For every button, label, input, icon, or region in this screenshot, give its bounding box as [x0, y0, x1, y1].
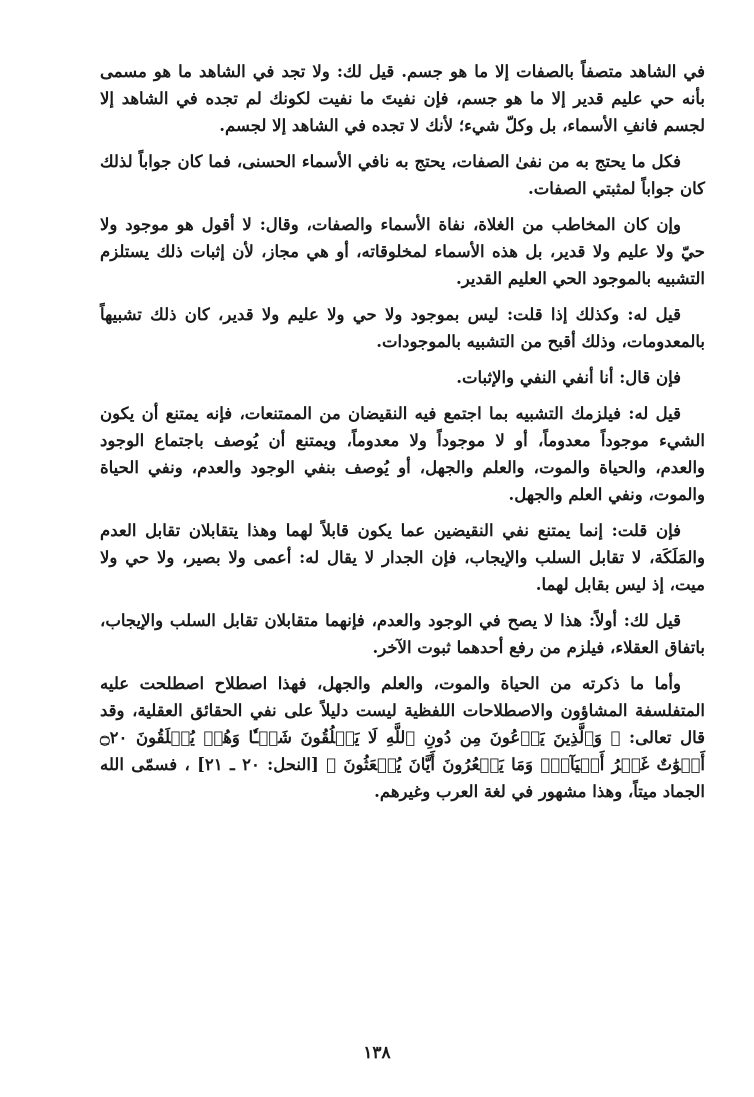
- paragraph-6: قيل له: فيلزمك التشبيه بما اجتمع فيه النقيضان من الممتنعات، فإنه يمتنع أن يكون الشيء موجوداً معدوماً، أو لا موجوداً ولا معدوماً، ويمتنع أن يُوصف باجتماع الوجود والعدم، والحياة والموت، والعلم والجهل، أو يُوصف بنفي الوجود والعدم، ونفي الحياة والموت، ونفي العلم والجهل.: [100, 404, 705, 504]
- paragraph-2: فكل ما يحتج به من نفىٰ الصفات، يحتج به نافي الأسماء الحسنى، فما كان جواباً لذلك كان جواباً لمثبتي الصفات.: [100, 152, 705, 198]
- paragraph-1: في الشاهد متصفاً بالصفات إلا ما هو جسم. قيل لك: ولا تجد في الشاهد ما هو مسمى بأنه حي عليم قدير إلا ما هو جسم، فإن نفيتَ ما نفيت لكونك لم تجده في الشاهد إلا لجسم فانفِ الأسماء، بل وكلّ شيء؛ لأنك لا تجده في الشاهد إلا لجسم.: [100, 62, 705, 135]
- page-body: [100, 58, 705, 805]
- page-number: ١٣٨: [363, 1043, 391, 1063]
- paragraph-3: وإن كان المخاطب من الغلاة، نفاة الأسماء والصفات، وقال: لا أقول هو موجود ولا حيّ ولا عليم ولا قدير، بل هذه الأسماء لمخلوقاته، أو هي مجاز، لأن إثبات ذلك يستلزم التشبيه بالموجود الحي العليم القدير.: [100, 215, 705, 288]
- paragraph-9-ending: ، فسمّى الله الجماد ميتاً، وهذا مشهور في لغة العرب وغيرهم.: [100, 755, 705, 801]
- paragraph-5: فإن قال: أنا أنفي النفي والإثبات.: [456, 368, 681, 387]
- paragraph-9-text: وأما ما ذكرته من الحياة والموت، والعلم والجهل، فهذا اصطلاح اصطلحت عليه المتفلسفة المشاؤون والاصطلاحات اللفظية ليست دليلاً على نفي الحقائق العقلية، وقد قال تعالى:: [100, 674, 705, 747]
- paragraph-4: قيل له: وكذلك إذا قلت: ليس بموجود ولا حي ولا عليم ولا قدير، كان ذلك تشبيهاً بالمعدومات، وذلك أقبح من التشبيه بالموجودات.: [100, 305, 705, 351]
- paragraph-7: فإن قلت: إنما يمتنع نفي النقيضين عما يكون قابلاً لهما وهذا يتقابلان تقابل العدم والمَلَكَة، لا تقابل السلب والإيجاب، فإن الجدار لا يقال له: أعمى ولا بصير، ولا حي ولا ميت، إذ ليس بقابل لهما.: [100, 521, 705, 594]
- verse-citation: [النحل: ٢٠ ـ ٢١]: [197, 755, 319, 774]
- paragraph-9: [100, 670, 705, 805]
- paragraph-8: قيل لك: أولاً: هذا لا يصح في الوجود والعدم، فإنهما متقابلان تقابل السلب والإيجاب، باتفاق العقلاء، فيلزم من رفع أحدهما ثبوت الآخر.: [100, 611, 705, 657]
- quran-verse: ﴿ وَٱلَّذِينَ يَدۡعُونَ مِن دُونِ ٱللَّهِ لَا يَخۡلُقُونَ شَيۡـٔٗا وَهُمۡ يُخۡلَقُونَ ۝٢٠ أَمۡوَٰتٌ غَيۡرُ أَحۡيَآءٖۖ وَمَا يَشۡعُرُونَ أَيَّانَ يُبۡعَثُونَ ﴾: [100, 728, 705, 774]
